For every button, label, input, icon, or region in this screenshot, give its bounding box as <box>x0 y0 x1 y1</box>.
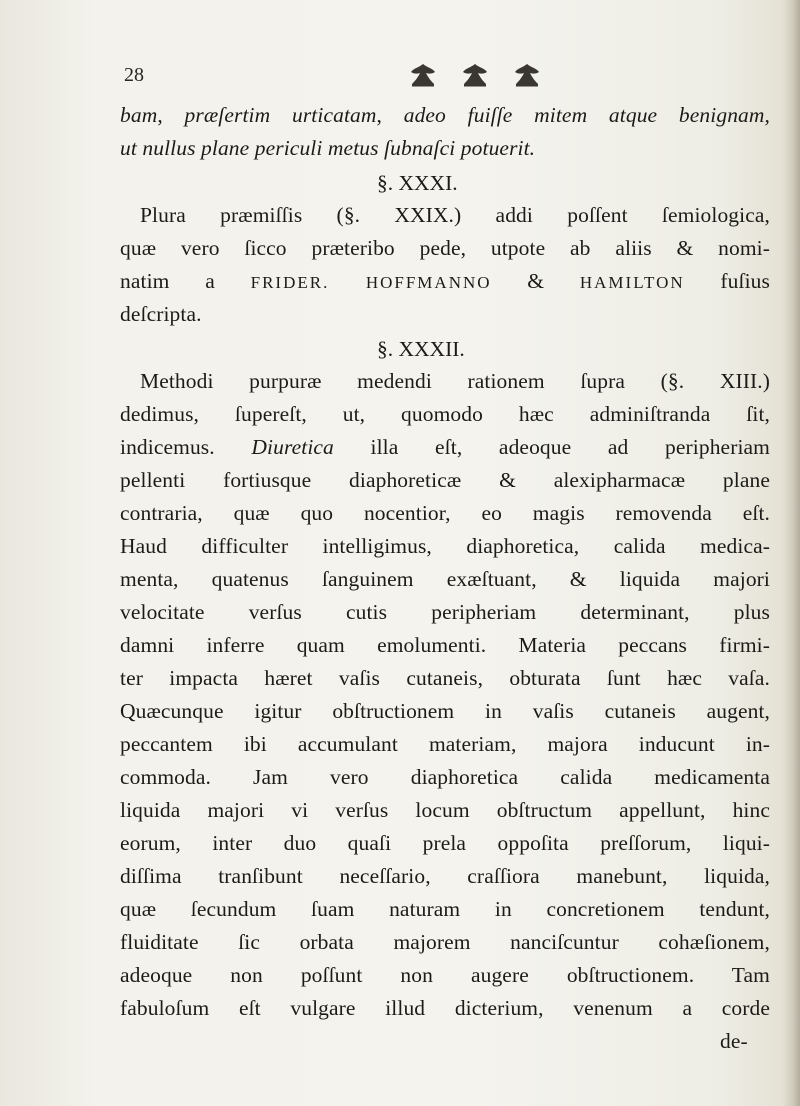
text-line <box>120 630 770 660</box>
text-segment: Plura præmiſſis (§. XXIX.) addi poſſent ſemiologica, <box>140 203 770 227</box>
text-line <box>120 861 770 891</box>
text-segment: ter impacta hæret vaſis cutaneis, obturata ſunt hæc vaſa. <box>120 666 770 690</box>
text-segment: illa eſt, adeoque ad peripheriam <box>333 435 770 459</box>
page-number: 28 <box>124 64 144 86</box>
text-line <box>120 762 770 792</box>
text-line <box>120 266 770 298</box>
text-segment: fabuloſum eſt vulgare illud dicterium, venenum a corde <box>120 996 770 1020</box>
text-segment: adeo fuiſſe mitem atque benignam, <box>403 103 771 127</box>
text-segment: §. XXXI. <box>377 171 458 195</box>
text-segment: natim a <box>120 269 251 293</box>
text-line <box>120 894 770 924</box>
text-segment: damni inferre quam emolumenti. Materia peccans firmi- <box>120 633 770 657</box>
text-segment: menta, quatenus ſanguinem exæſtuant, & liquida majori <box>120 567 770 591</box>
text-line <box>120 828 770 858</box>
text-segment: contraria, quæ quo nocentior, eo magis removenda eſt. <box>120 501 770 525</box>
text-line <box>120 531 770 561</box>
text-line <box>120 399 770 429</box>
text-segment: Diuretica <box>251 435 334 459</box>
text-segment: de- <box>720 1029 748 1053</box>
text-segment: quæ ſecundum ſuam naturam in concretionem tendunt, <box>120 897 770 921</box>
page-header <box>0 60 800 90</box>
text-segment: quæ vero ſicco præteribo pede, utpote ab aliis & nomi- <box>120 236 770 260</box>
fleuron-icon <box>408 62 438 88</box>
text-segment: fluiditate ſic orbata majorem nanciſcuntur cohæſionem, <box>120 930 770 954</box>
section-heading <box>377 334 465 364</box>
text-line <box>120 233 770 263</box>
text-line <box>140 366 770 396</box>
text-line <box>120 498 770 528</box>
text-line <box>120 432 770 462</box>
page-edge-shadow <box>782 0 800 1106</box>
text-segment: liquida majori vi verſus locum obſtructum appellunt, hinc <box>120 798 770 822</box>
text-segment: Quæcunque igitur obſtructionem in vaſis cutaneis augent, <box>120 699 770 723</box>
text-line <box>140 200 770 230</box>
text-segment: velocitate verſus cutis peripheriam determinant, plus <box>120 600 770 624</box>
text-segment: HAMILTON <box>579 273 685 292</box>
text-segment: bam <box>120 103 158 127</box>
text-line <box>120 663 770 693</box>
text-line <box>120 133 535 163</box>
text-segment: adeoque non poſſunt non augere obſtructionem. Tam <box>120 963 770 987</box>
section-heading <box>377 168 458 198</box>
text-line <box>120 795 770 825</box>
text-line <box>720 1026 748 1056</box>
text-segment: , <box>376 103 404 127</box>
text-segment: dedimus, ſupereſt, ut, quomodo hæc adminiſtranda ſit, <box>120 402 770 426</box>
text-line <box>120 927 770 957</box>
text-line <box>120 696 770 726</box>
text-segment: pellenti fortiusque diaphoreticæ & alexipharmacæ plane <box>120 468 770 492</box>
text-segment: deſcripta. <box>120 302 202 326</box>
header-ornaments <box>408 60 568 90</box>
text-line <box>120 299 202 329</box>
text-line <box>120 564 770 594</box>
text-segment: Haud difficulter intelligimus, diaphoretica, calida medica- <box>120 534 770 558</box>
text-line <box>120 100 770 130</box>
text-segment: fuſius <box>684 269 770 293</box>
fleuron-icon <box>512 62 542 88</box>
text-line <box>120 729 770 759</box>
text-segment: ut nullus plane periculi metus ſubnaſci potuerit. <box>120 136 536 160</box>
text-segment: commoda. Jam vero diaphoretica calida medicamenta <box>120 765 770 789</box>
text-line <box>120 960 770 990</box>
text-line <box>120 597 770 627</box>
text-segment: & <box>491 269 580 293</box>
text-segment: Methodi purpuræ medendi rationem ſupra (§. XIII.) <box>140 369 770 393</box>
fleuron-icon <box>460 62 490 88</box>
text-segment: peccantem ibi accumulant materiam, majora inducunt in- <box>120 732 770 756</box>
text-segment: eorum, inter duo quaſi prela oppoſita preſſorum, liqui- <box>120 831 770 855</box>
text-line <box>120 465 770 495</box>
text-line <box>120 993 770 1023</box>
text-segment: , <box>157 103 185 127</box>
text-segment: indicemus. <box>120 435 252 459</box>
text-segment: diſſima tranſibunt neceſſario, craſſiora manebunt, liquida, <box>120 864 770 888</box>
text-segment: præſertim urticatam <box>184 103 377 127</box>
text-segment: FRIDER. HOFFMANNO <box>250 273 492 292</box>
text-segment: §. XXXII. <box>377 337 465 361</box>
